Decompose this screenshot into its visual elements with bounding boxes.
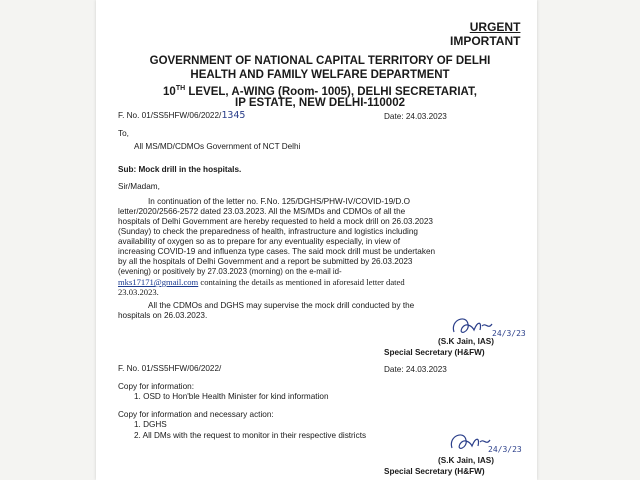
signature-2	[446, 430, 520, 458]
copy-info-item-1: 1. OSD to Hon'ble Health Minister for kind information	[134, 392, 329, 401]
para1-line3: hospitals of Delhi Government are hereby requested to held a mock drill on 26.03.2023	[118, 217, 433, 226]
para1-line4: (Sunday) to check the preparedness of health, infrastructure and logistics including	[118, 227, 418, 236]
para1-line8: (evening) or positively by 27.03.2023 (morning) on the e-mail id-	[118, 267, 342, 276]
para2-line2: hospitals on 26.03.2023.	[118, 311, 208, 320]
file-number-handwritten: 1345	[221, 110, 246, 121]
letter-date: Date: 24.03.2023	[384, 112, 447, 121]
subject-line: Sub: Mock drill in the hospitals.	[118, 165, 242, 174]
signature-1-date: 24/3/23	[492, 329, 526, 338]
copy-action-item-2: 2. All DMs with the request to monitor in their respective districts	[134, 431, 367, 440]
signatory-2-title: Special Secretary (H&FW)	[384, 467, 485, 476]
signatory-1-name: (S.K Jain, IAS)	[438, 337, 494, 346]
addressee: All MS/MD/CDMOs Government of NCT Delhi	[134, 142, 301, 151]
para1-line6: increasing COVID-19 and influenza type cases. The said mock drill must be undertaken	[118, 247, 436, 256]
file-number-line	[118, 110, 245, 121]
para1-line9	[118, 277, 405, 288]
copy-info-heading: Copy for information:	[118, 382, 194, 391]
copy-action-heading: Copy for information and necessary action:	[118, 410, 274, 419]
signature-2-date: 24/3/23	[488, 445, 522, 454]
file-number: F. No. 01/SS5HFW/06/2022/	[118, 111, 222, 120]
para1-line10: 23.03.2023.	[118, 287, 159, 297]
para2-line1: All the CDMOs and DGHS may supervise the mock drill conducted by the	[148, 301, 415, 310]
para1-line9-text: containing the details as mentioned in aforesaid letter dated	[198, 277, 405, 287]
letterhead-level-number: 10	[163, 85, 176, 98]
para1-line7: by all the hospitals of Delhi Government and a report be submitted by 26.03.2023	[118, 257, 413, 266]
important-text: IMPORTANT	[450, 34, 521, 48]
para1-line5: availability of oxygen so as to prepare for any eventuality especially, in view of	[118, 237, 401, 246]
urgent-text: URGENT	[469, 20, 521, 34]
file-number-2: F. No. 01/SS5HFW/06/2022/	[118, 364, 222, 373]
letter-date-2: Date: 24.03.2023	[384, 365, 447, 374]
copy-action-item-1: 1. DGHS	[134, 420, 167, 429]
to-label: To,	[118, 129, 129, 138]
letterhead-line2: HEALTH AND FAMILY WELFARE DEPARTMENT	[190, 69, 450, 81]
signatory-1-title: Special Secretary (H&FW)	[384, 348, 485, 357]
signatory-2-name: (S.K Jain, IAS)	[438, 456, 494, 465]
urgency-label	[450, 20, 520, 48]
letterhead-level-sup: TH	[175, 85, 186, 92]
letterhead-line1: GOVERNMENT OF NATIONAL CAPITAL TERRITORY OF DELHI	[149, 55, 491, 67]
para1-line1: In continuation of the letter no. F.No. 125/DGHS/PHW-IV/COVID-19/D.O	[148, 197, 410, 206]
email-link[interactable]: mks17171@gmail.com	[118, 277, 199, 287]
letterhead-line4: IP ESTATE, NEW DELHI-110002	[235, 97, 405, 109]
salutation: Sir/Madam,	[118, 182, 160, 191]
para1-line2: letter/2020/2566-2572 dated 23.03.2023. All the MS/MDs and CDMOs of all the	[118, 207, 406, 216]
letterhead-level-rest: LEVEL, A-WING (Room- 1005), DELHI SECRETARIAT,	[185, 85, 477, 98]
